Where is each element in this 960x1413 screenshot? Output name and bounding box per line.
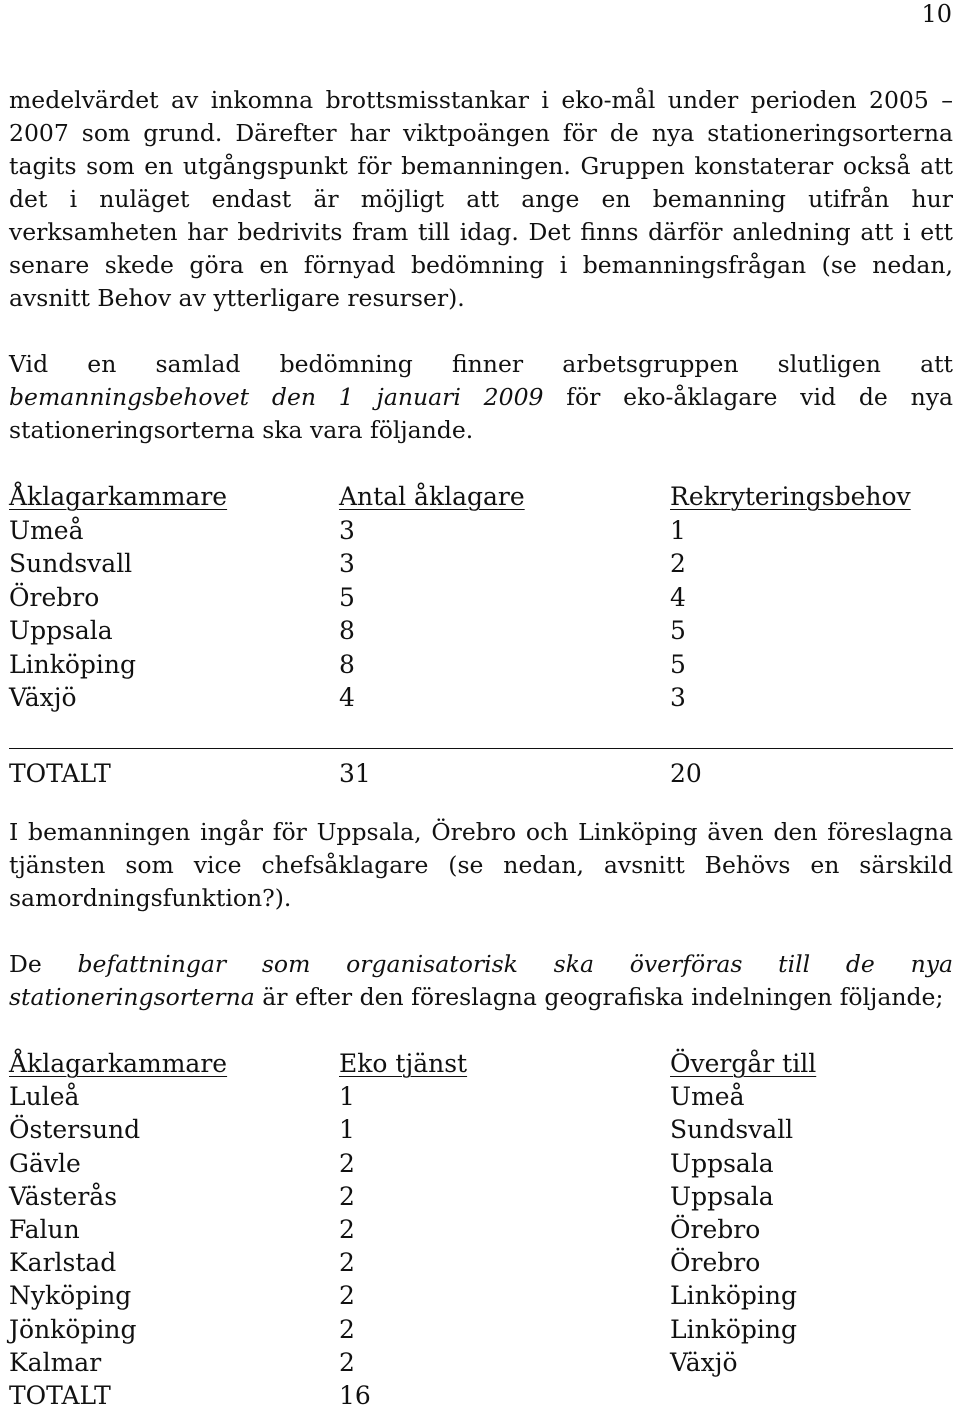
transfer-cell-chamber: Falun: [9, 1215, 80, 1245]
transfer-header-eko-post: Eko tjänst: [339, 1049, 468, 1078]
staffing-cell-recruitment: 2: [670, 549, 686, 578]
staffing-cell-chamber: Sundsvall: [9, 549, 133, 578]
transfer-cell-eko-post: 2: [339, 1181, 355, 1211]
page-content: [9, 84, 953, 1412]
transfer-cell-chamber: Kalmar: [9, 1347, 102, 1377]
transfer-cell-transfers-to: Umeå: [670, 1082, 745, 1112]
table-row: [9, 1313, 953, 1346]
table-row: [9, 1147, 953, 1180]
staffing-cell-chamber: Uppsala: [9, 616, 113, 645]
staffing-total-prosecutors: 31: [339, 758, 371, 788]
transfer-cell-transfers-to: Uppsala: [670, 1148, 774, 1178]
transfer-header-transfers-to: Övergår till: [670, 1049, 817, 1078]
staffing-table: [9, 480, 953, 790]
transfer-header-chamber: Åklagarkammare: [9, 1049, 228, 1078]
staffing-cell-prosecutors: 4: [339, 683, 355, 712]
paragraph-staffing-assessment-end: för eko-åklagare vid de nya stationeringsorterna ska vara följande.: [9, 383, 953, 444]
transfer-table-header: [9, 1047, 953, 1080]
transfer-cell-chamber: Jönköping: [9, 1314, 137, 1344]
staffing-cell-recruitment: 3: [670, 683, 686, 712]
table-row: [9, 1246, 953, 1279]
paragraph-staffing-assessment-start: Vid en samlad bedömning finner arbetsgruppen slutligen att: [9, 350, 953, 378]
transfer-cell-transfers-to: Linköping: [670, 1314, 798, 1344]
transfer-cell-eko-post: 2: [339, 1248, 355, 1278]
transfer-cell-chamber: Nyköping: [9, 1281, 132, 1311]
staffing-cell-recruitment: 5: [670, 649, 686, 679]
transfer-total-row: [9, 1379, 953, 1412]
transfer-cell-chamber: Karlstad: [9, 1248, 117, 1278]
transfer-total-label: TOTALT: [9, 1381, 111, 1411]
transfer-cell-chamber: Luleå: [9, 1082, 80, 1112]
transfer-cell-chamber: Västerås: [9, 1181, 118, 1211]
staffing-cell-recruitment: 1: [670, 515, 686, 545]
table-row: [9, 1113, 953, 1146]
transfer-cell-chamber: Gävle: [9, 1148, 81, 1178]
total-divider: [9, 715, 953, 749]
transfer-cell-transfers-to: Linköping: [670, 1281, 798, 1311]
paragraph-vice-chief: I bemanningen ingår för Uppsala, Örebro och Linköping även den föreslagna tjänsten som vice chefsåklagare (se nedan, avsnitt Behövs en särskild samordningsfunktion?).: [9, 818, 953, 912]
staffing-cell-prosecutors: 8: [339, 649, 355, 679]
paragraph-transfers-start: De: [9, 950, 78, 978]
transfer-cell-transfers-to: Uppsala: [670, 1181, 774, 1211]
staffing-cell-chamber: Umeå: [9, 515, 84, 545]
staffing-cell-chamber: Örebro: [9, 582, 100, 612]
staffing-cell-prosecutors: 3: [339, 515, 355, 545]
transfer-cell-eko-post: 2: [339, 1314, 355, 1344]
paragraph-transfers-end: är efter den föreslagna geografiska indelningen följande;: [254, 983, 944, 1011]
transfer-cell-eko-post: 2: [339, 1281, 355, 1311]
paragraph-transfers: [9, 948, 953, 1014]
transfer-total-eko-post: 16: [339, 1381, 371, 1411]
transfer-cell-eko-post: 1: [339, 1115, 355, 1145]
table-row: [9, 681, 953, 715]
staffing-total-row: [9, 748, 953, 790]
paragraph-staffing-assessment: [9, 348, 953, 447]
staffing-cell-chamber: Växjö: [9, 683, 77, 712]
staffing-cell-prosecutors: 5: [339, 582, 355, 612]
staffing-cell-recruitment: 4: [670, 582, 686, 612]
table-row: [9, 1279, 953, 1312]
paragraph-staffing-assessment-emphasis: bemanningsbehovet den 1 januari 2009: [9, 383, 544, 411]
paragraph-transfers-emphasis: befattningar som organisatorisk ska överföras till de nya stationeringsorterna: [9, 950, 954, 1011]
page-number: 10: [921, 0, 952, 28]
paragraph-staffing-basis: medelvärdet av inkomna brottsmisstankar i eko-mål under perioden 2005 – 2007 som grund. Därefter har viktpoängen för de nya stationeringsorterna tagits som en utgångspunkt för bemanningen. Gruppen konstaterar också att det i nuläget endast är möjligt att ange en bemanning utifrån hur verksamheten har bedrivits fram till idag. Det finns därför anledning att i ett senare skede göra en förnyad bedömning i bemanningsfrågan (se nedan, avsnitt Behov av ytterligare resurser).: [9, 86, 953, 312]
staffing-total-label: TOTALT: [9, 758, 111, 788]
table-row: [9, 614, 953, 648]
table-row: [9, 1180, 953, 1213]
transfer-cell-transfers-to: Sundsvall: [670, 1115, 794, 1145]
table-row: [9, 1346, 953, 1379]
transfer-cell-transfers-to: Växjö: [670, 1347, 738, 1377]
transfer-cell-eko-post: 2: [339, 1347, 355, 1377]
transfer-cell-transfers-to: Örebro: [670, 1215, 761, 1245]
staffing-header-prosecutors: Antal åklagare: [339, 482, 525, 511]
table-row: [9, 514, 953, 548]
transfer-table: [9, 1047, 953, 1412]
table-row: [9, 648, 953, 682]
staffing-header-recruitment: Rekryteringsbehov: [670, 482, 911, 511]
transfer-cell-transfers-to: Örebro: [670, 1248, 761, 1278]
transfer-cell-chamber: Östersund: [9, 1115, 141, 1145]
table-row: [9, 547, 953, 581]
table-row: [9, 581, 953, 615]
staffing-cell-chamber: Linköping: [9, 649, 137, 679]
staffing-total-recruitment: 20: [670, 758, 702, 788]
table-row: [9, 1080, 953, 1113]
staffing-cell-prosecutors: 8: [339, 616, 355, 645]
transfer-cell-eko-post: 2: [339, 1148, 355, 1178]
staffing-cell-prosecutors: 3: [339, 549, 355, 578]
transfer-cell-eko-post: 2: [339, 1215, 355, 1245]
table-row: [9, 1213, 953, 1246]
staffing-cell-recruitment: 5: [670, 616, 686, 645]
transfer-total-transfers-to: [670, 1379, 953, 1412]
staffing-table-header: [9, 480, 953, 514]
transfer-cell-eko-post: 1: [339, 1082, 355, 1112]
staffing-header-chamber: Åklagarkammare: [9, 482, 228, 511]
